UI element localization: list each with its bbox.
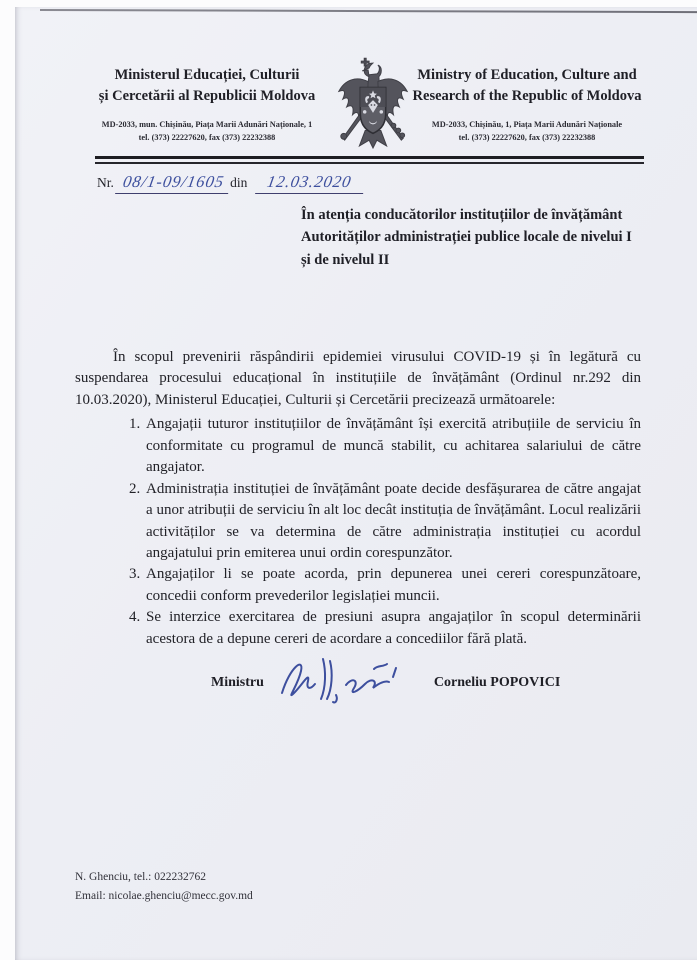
intro-paragraph: În scopul prevenirii răspândirii epidemiei virusului COVID-19 și în legătură cu suspendarea procesului educațional în instituțiile de învățământ (Ordinul nr.292 din 10.03.2020), Ministerul Educației, Culturii și Cercetării precizează următoarele:	[75, 349, 641, 408]
list-item: 4. Se interzice exercitarea de presiuni asupra angajaților în scopul determinării acestora de a depune cereri de acordare a concediilor fără plată.	[144, 607, 641, 650]
org-contacts-en: tel. (373) 22227620, fax (373) 22232388	[458, 133, 596, 143]
list-item: 1. Angajații tuturor instituțiilor de învățământ își exercită atribuțiile de serviciu în conformitate cu programul de muncă stabilit, cu achitarea salariului de către angajator.	[144, 414, 641, 478]
org-contacts-ro: tel. (373) 22227620, fax (373) 22232388	[138, 133, 276, 143]
org-name-en-line1: Ministry of Education, Culture and	[417, 67, 637, 83]
provisions-list	[75, 414, 641, 650]
org-name-ro	[85, 65, 329, 106]
reference-line	[97, 172, 365, 194]
nr-label: Nr.	[97, 175, 114, 190]
org-address-ro-street: MD-2033, mun. Chișinău, Piața Marii Adunări Naționale, 1	[101, 120, 313, 130]
addressee-block	[301, 204, 677, 271]
org-address-ro	[85, 119, 329, 145]
org-name-en	[401, 65, 653, 106]
header-divider	[95, 156, 644, 164]
letter-body	[75, 347, 641, 650]
handwritten-date: 12.03.2020	[255, 172, 367, 194]
din-label: din	[230, 175, 248, 190]
addressee-line-2: Autorităților administrației publice locale de nivelui I	[301, 229, 632, 246]
footer-phone: N. Ghenciu, tel.: 022232762	[75, 871, 206, 883]
org-block-romanian	[85, 65, 329, 145]
org-name-ro-line1: Ministerul Educației, Culturii	[114, 67, 300, 83]
signature-row	[211, 653, 560, 712]
addressee-line-1: În atenția conducătorilor instituțiilor de învățământ	[301, 207, 623, 223]
list-item: 2. Administrația instituției de învățământ poate decide desfășurarea de către angajat a unor atribuții de serviciu în alt loc decât instituția de învățământ. Locul realizării activităților se va determina de către administrația instituției cu acordul angajatului prin emiterea unui ordin corespunzător.	[144, 479, 641, 565]
document-page	[15, 7, 697, 960]
org-block-english	[401, 65, 653, 145]
org-name-en-line2: Research of the Republic of Moldova	[412, 87, 642, 104]
list-item: 3. Angajaților li se poate acorda, prin depunerea unei cereri corespunzătoare, concedii conform prevederilor legislației muncii.	[144, 564, 641, 607]
org-address-en	[401, 119, 653, 145]
footer-contact	[75, 868, 253, 906]
minister-title: Ministru	[211, 674, 264, 690]
footer-email: Email: nicolae.ghenciu@mecc.gov.md	[75, 889, 253, 902]
org-name-ro-line2: și Cercetării al Republicii Moldova	[98, 87, 316, 104]
minister-name: Corneliu POPOVICI	[433, 674, 561, 690]
org-address-en-street: MD-2033, Chișinău, 1, Piața Marii Adunări Naționale	[431, 120, 623, 130]
signature-ink-icon	[274, 653, 432, 712]
handwritten-reference-number: 08/1-09/1605	[115, 172, 232, 194]
addressee-line-3: și de nivelul II	[301, 251, 390, 268]
